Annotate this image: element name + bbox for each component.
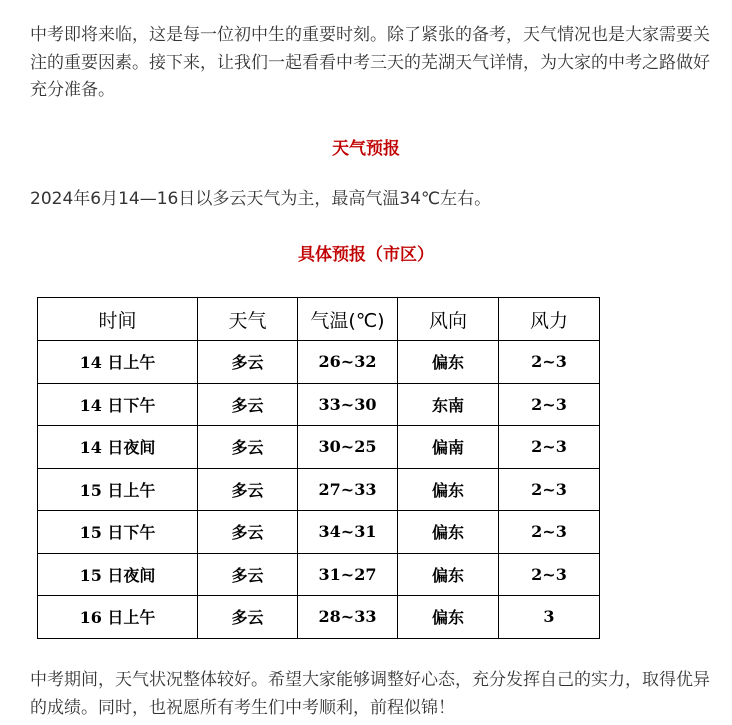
cell-time: 14 日上午: [38, 341, 198, 384]
cell-wind-direction: 东南: [398, 383, 499, 426]
cell-time: 16 日上午: [38, 596, 198, 639]
cell-wind-direction: 偏东: [398, 553, 499, 596]
cell-weather: 多云: [198, 511, 298, 554]
cell-wind-force: 2~3: [499, 341, 600, 384]
cell-wind-force: 2~3: [499, 468, 600, 511]
cell-weather: 多云: [198, 596, 298, 639]
table-row: [38, 468, 600, 511]
cell-weather: 多云: [198, 553, 298, 596]
cell-temperature: 28~33: [298, 596, 398, 639]
cell-wind-direction: 偏东: [398, 468, 499, 511]
table-row: [38, 511, 600, 554]
cell-wind-force: 2~3: [499, 383, 600, 426]
header-weather: 天气: [198, 298, 298, 341]
detail-forecast-heading: 具体预报（市区）: [298, 245, 434, 265]
table-header-row: [38, 298, 600, 341]
cell-wind-force: 2~3: [499, 511, 600, 554]
header-wind-direction: 风向: [398, 298, 499, 341]
cell-weather: 多云: [198, 383, 298, 426]
cell-wind-force: 2~3: [499, 426, 600, 469]
cell-temperature: 27~33: [298, 468, 398, 511]
table-row: [38, 596, 600, 639]
summary-paragraph: 2024年6月14—16日以多云天气为主，最高气温34℃左右。: [30, 189, 492, 209]
table-row: [38, 341, 600, 384]
cell-time: 15 日夜间: [38, 553, 198, 596]
forecast-heading: 天气预报: [332, 139, 400, 159]
cell-temperature: 30~25: [298, 426, 398, 469]
intro-paragraph: 中考即将来临，这是每一位初中生的重要时刻。除了紧张的备考，天气情况也是大家需要关注的重要因素。接下来，让我们一起看看中考三天的芜湖天气详情，为大家的中考之路做好充分准备。: [30, 25, 710, 100]
table-row: [38, 383, 600, 426]
cell-wind-direction: 偏东: [398, 341, 499, 384]
cell-temperature: 31~27: [298, 553, 398, 596]
cell-temperature: 33~30: [298, 383, 398, 426]
header-wind-force: 风力: [499, 298, 600, 341]
cell-time: 14 日下午: [38, 383, 198, 426]
cell-temperature: 34~31: [298, 511, 398, 554]
cell-wind-direction: 偏南: [398, 426, 499, 469]
cell-wind-force: 2~3: [499, 553, 600, 596]
cell-wind-direction: 偏东: [398, 596, 499, 639]
header-time: 时间: [38, 298, 198, 341]
cell-wind-force: 3: [499, 596, 600, 639]
header-temperature: 气温(℃): [298, 298, 398, 341]
cell-weather: 多云: [198, 468, 298, 511]
cell-wind-direction: 偏东: [398, 511, 499, 554]
cell-time: 14 日夜间: [38, 426, 198, 469]
cell-time: 15 日下午: [38, 511, 198, 554]
cell-weather: 多云: [198, 341, 298, 384]
cell-weather: 多云: [198, 426, 298, 469]
weather-forecast-table: [37, 297, 600, 639]
closing-paragraph: 中考期间，天气状况整体较好。希望大家能够调整好心态，充分发挥自己的实力，取得优异的成绩。同时，也祝愿所有考生们中考顺利，前程似锦！: [30, 670, 710, 718]
table-row: [38, 426, 600, 469]
table-row: [38, 553, 600, 596]
cell-temperature: 26~32: [298, 341, 398, 384]
cell-time: 15 日上午: [38, 468, 198, 511]
